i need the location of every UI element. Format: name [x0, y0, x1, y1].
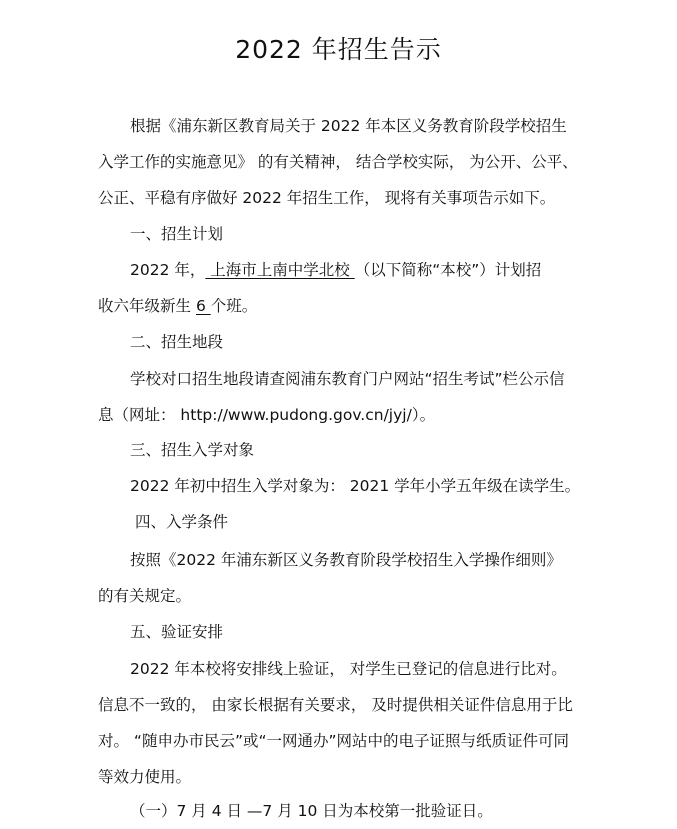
paragraph-line: 按照《2022 年浦东新区义务教育阶段学校招生入学操作细则》 — [130, 551, 562, 569]
paragraph-line: （一）7 月 4 日 —7 月 10 日为本校第一批验证日。 — [130, 802, 493, 820]
paragraph-line: 根据《浦东新区教育局关于 2022 年本区义务教育阶段学校招生 — [130, 117, 567, 135]
paragraph-line: 2022 年初中招生入学对象为： 2021 学年小学五年级在读学生。 — [130, 477, 581, 495]
plan-year: 2022 年， — [130, 261, 206, 279]
plan-text: （以下简称“本校”）计划招 — [354, 261, 542, 279]
plan-class-prefix: 收六年级新生 — [98, 297, 196, 315]
class-count: 6 — [195, 297, 211, 315]
section-heading: 五、验证安排 — [130, 623, 224, 641]
paragraph-line: 等效力使用。 — [98, 768, 192, 786]
paragraph-line: 2022 年本校将安排线上验证， 对学生已登记的信息进行比对。 — [130, 660, 567, 678]
paragraph-line: 学校对口招生地段请查阅浦东教育门户网站“招生考试”栏公示信 — [130, 370, 565, 388]
section-heading: 三、招生入学对象 — [130, 441, 255, 459]
page-title: 2022 年招生告示 — [235, 35, 442, 64]
plan-line-2 — [98, 296, 257, 316]
paragraph-line: 对。 “随申办市民云”或“一网通办”网站中的电子证照与纸质证件可同 — [98, 732, 570, 750]
paragraph-line: 息（网址： http://www.pudong.gov.cn/jyj/）。 — [98, 406, 436, 424]
paragraph-line: 的有关规定。 — [98, 587, 192, 605]
plan-line-1 — [130, 260, 541, 280]
section-heading: 一、招生计划 — [130, 225, 224, 243]
section-heading: 二、招生地段 — [130, 333, 224, 351]
section-heading: 四、入学条件 — [135, 513, 229, 531]
school-name: 上海市上南中学北校 — [205, 261, 355, 279]
paragraph-line: 公正、平稳有序做好 2022 年招生工作， 现将有关事项告示如下。 — [98, 189, 556, 207]
plan-class-suffix: 个班。 — [210, 297, 258, 315]
paragraph-line: 信息不一致的， 由家长根据有关要求， 及时提供相关证件信息用于比 — [98, 696, 573, 714]
paragraph-line: 入学工作的实施意见》 的有关精神， 结合学校实际， 为公开、公平、 — [98, 153, 578, 171]
